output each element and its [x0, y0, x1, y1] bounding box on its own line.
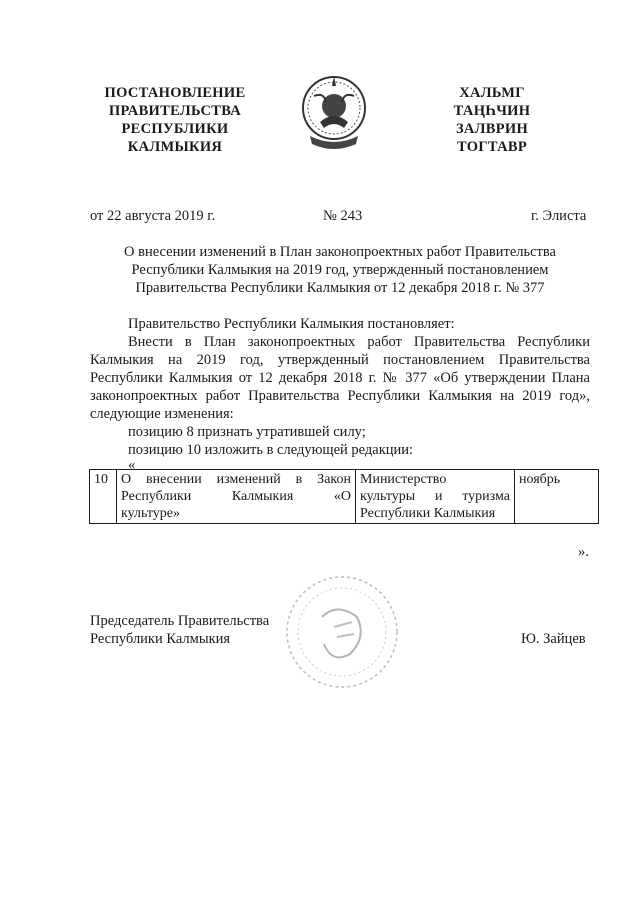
- table-row: [90, 470, 599, 524]
- header-left-line: РЕСПУБЛИКИ: [121, 121, 229, 137]
- close-quote: ».: [578, 544, 589, 560]
- header-right-line: ТОГТАВР: [456, 139, 528, 155]
- header-right-line: ЗАЛВРИН: [455, 121, 529, 137]
- item-position-8: позицию 8 признать утратившей силу;: [128, 424, 366, 440]
- document-date: от 22 августа 2019 г.: [90, 208, 216, 224]
- paragraph-line: следующие изменения:: [90, 406, 234, 422]
- title-line: Республики Калмыкия на 2019 год, утвержденный постановлением: [131, 262, 549, 278]
- document-number: № 243: [323, 208, 363, 224]
- paragraph-line: законопроектных работ Правительства Республики Калмыкия на 2019 год»,: [90, 388, 590, 404]
- header-left-line: ПОСТАНОВЛЕНИЕ: [104, 85, 246, 101]
- paragraph-line: Калмыкия на 2019 год, утвержденный постановлением Правительства: [90, 352, 590, 368]
- open-quote: «: [128, 457, 136, 473]
- cell-executor: [356, 470, 515, 524]
- cell-term: ноябрь: [515, 470, 599, 524]
- cell-line: Министерство: [360, 472, 447, 487]
- header-right-line: ТАҢҺЧИН: [453, 103, 531, 119]
- header-left-line: ПРАВИТЕЛЬСТВА: [108, 103, 242, 119]
- paragraph-line: Республики Калмыкия от 12 декабря 2018 г. № 377 «Об утверждении Плана: [90, 370, 590, 386]
- cell-line: культуры и туризма: [360, 489, 510, 504]
- header-left-line: КАЛМЫКИЯ: [127, 139, 223, 155]
- main-paragraph: [90, 333, 590, 423]
- item-position-10: позицию 10 изложить в следующей редакции:: [128, 442, 414, 458]
- header-right: [432, 84, 552, 156]
- title-line: Правительства Республики Калмыкия от 12 декабря 2018 г. № 377: [135, 280, 545, 296]
- official-seal-stamp-icon: [282, 572, 402, 692]
- header-left: [80, 84, 270, 156]
- cell-name: [117, 470, 356, 524]
- cell-number: 10: [90, 470, 117, 524]
- resolution-intro: Правительство Республики Калмыкия постановляет:: [128, 316, 455, 332]
- cell-line: Республики Калмыкия «О: [121, 489, 351, 504]
- header-right-line: ХАЛЬМГ: [459, 85, 525, 101]
- signatory-name: Ю. Зайцев: [521, 631, 586, 647]
- cell-line: культуре»: [121, 506, 180, 521]
- cell-line: О внесении изменений в Закон: [121, 472, 351, 487]
- signatory-title-line: Республики Калмыкия: [90, 631, 231, 647]
- signatory-title: [90, 612, 269, 648]
- paragraph-line: Внести в План законопроектных работ Правительства Республики: [128, 334, 590, 350]
- document-city: г. Элиста: [531, 208, 587, 224]
- cell-line: Республики Калмыкия: [360, 506, 496, 521]
- kalmykia-coat-of-arms-icon: [300, 66, 368, 158]
- signatory-title-line: Председатель Правительства: [90, 613, 270, 629]
- title-line: О внесении изменений в План законопроектных работ Правительства: [124, 244, 556, 260]
- document-title: [90, 243, 590, 297]
- position-table: [89, 469, 599, 524]
